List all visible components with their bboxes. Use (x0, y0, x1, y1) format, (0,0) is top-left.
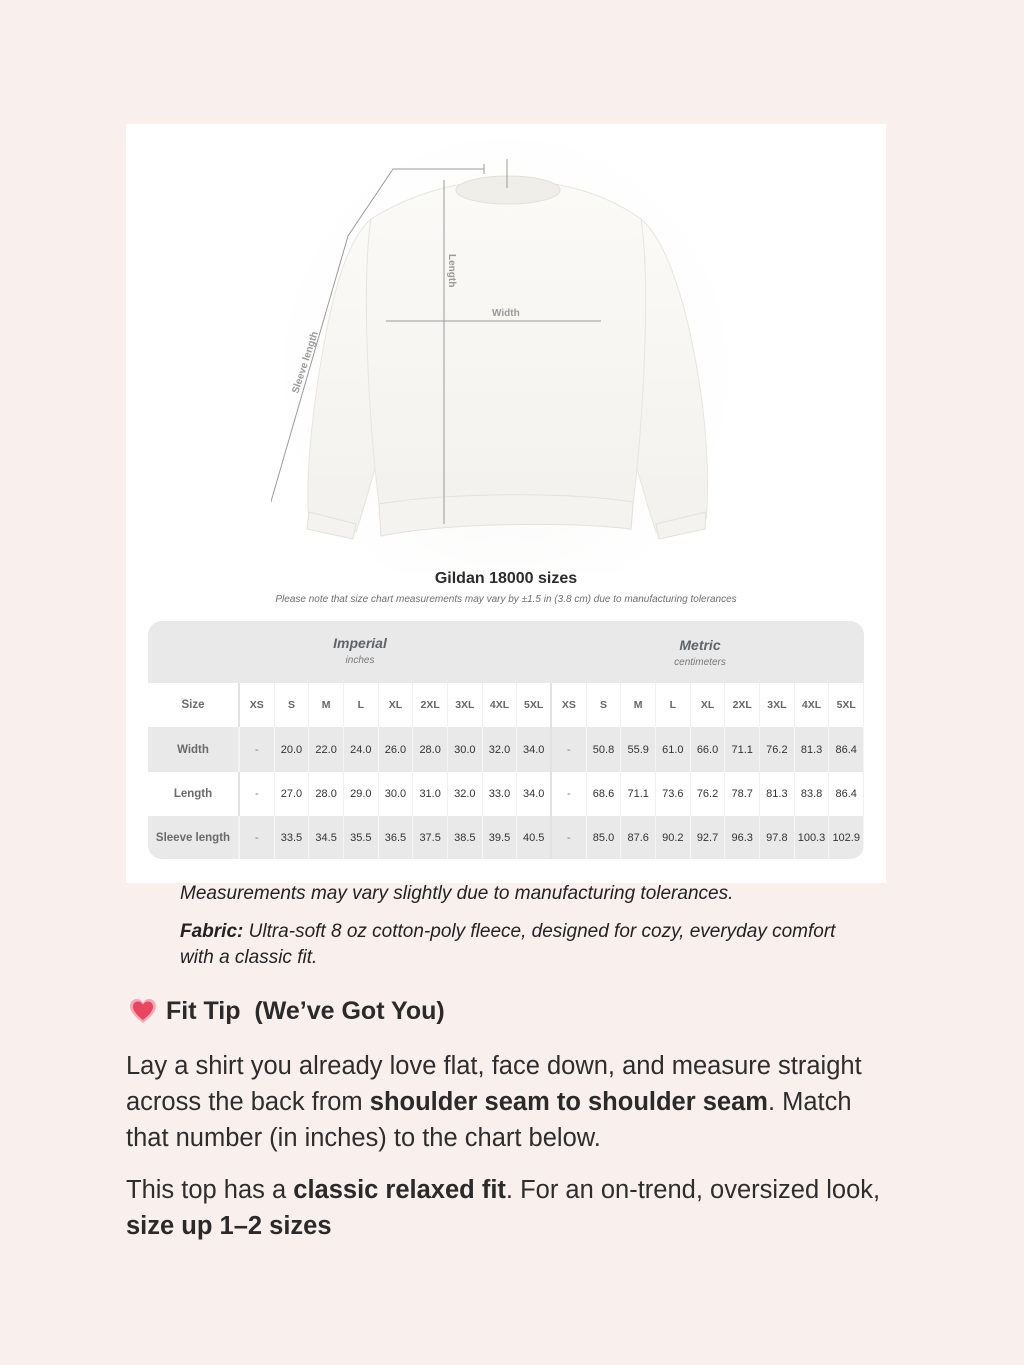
table-row-width (148, 727, 864, 772)
size-s: S (275, 683, 310, 727)
table-cell: 92.7 (691, 816, 726, 859)
table-cell: 87.6 (621, 816, 656, 859)
table-cell: 31.0 (413, 772, 448, 816)
size-3xl: 3XL (760, 683, 795, 727)
table-cell: 100.3 (795, 816, 830, 859)
table-cell: 30.0 (379, 772, 414, 816)
table-cell: 22.0 (309, 727, 344, 772)
fabric-caption (180, 919, 870, 971)
size-m: M (309, 683, 344, 727)
emphasis-classic-fit: classic relaxed fit (293, 1176, 506, 1204)
emphasis-shoulder-seam: shoulder seam to shoulder seam (369, 1088, 768, 1116)
width-label: Width (492, 308, 520, 319)
emphasis-size-up: size up 1–2 sizes (126, 1212, 332, 1240)
size-4xl: 4XL (795, 683, 830, 727)
table-row-sleeve-length (148, 816, 864, 859)
size-xl: XL (691, 683, 726, 727)
table-cell: 55.9 (621, 727, 656, 772)
size-header-row (148, 683, 864, 727)
table-cell: 27.0 (275, 772, 310, 816)
table-cell: 29.0 (344, 772, 379, 816)
sweatshirt-diagram (271, 124, 741, 574)
table-cell: 37.5 (413, 816, 448, 859)
table-cell: - (240, 727, 275, 772)
size-xs: XS (240, 683, 275, 727)
table-cell: - (240, 772, 275, 816)
metric-group-label: Metric centimeters (674, 637, 726, 668)
table-cell: 66.0 (691, 727, 726, 772)
table-cell: 76.2 (691, 772, 726, 816)
size-s: S (587, 683, 622, 727)
sweatshirt-illustration (271, 124, 741, 574)
table-cell: 38.5 (448, 816, 483, 859)
table-cell: 24.0 (344, 727, 379, 772)
table-cell: 102.9 (829, 816, 864, 859)
table-cell: 34.0 (517, 727, 552, 772)
size-5xl: 5XL (829, 683, 864, 727)
table-cell: 73.6 (656, 772, 691, 816)
size-xs: XS (552, 683, 587, 727)
table-cell: 28.0 (309, 772, 344, 816)
table-cell: 28.0 (413, 727, 448, 772)
table-cell: 26.0 (379, 727, 414, 772)
text-span: This top has a (126, 1176, 294, 1204)
table-cell: 71.1 (621, 772, 656, 816)
chart-title: Gildan 18000 sizes (434, 570, 578, 587)
table-cell: 78.7 (725, 772, 760, 816)
size-3xl: 3XL (448, 683, 483, 727)
size-m: M (621, 683, 656, 727)
table-cell: 34.5 (309, 816, 344, 859)
table-cell: 85.0 (587, 816, 622, 859)
table-cell: 81.3 (795, 727, 830, 772)
size-l: L (344, 683, 379, 727)
table-cell: 30.0 (448, 727, 483, 772)
size-xl: XL (379, 683, 414, 727)
sparkling-heart-icon (128, 996, 158, 1026)
table-cell: 86.4 (829, 772, 864, 816)
table-cell: 36.5 (379, 816, 414, 859)
table-cell: 81.3 (760, 772, 795, 816)
size-header-label: Size (148, 683, 240, 727)
table-cell: 32.0 (483, 727, 518, 772)
text-span: . For an on-trend, oversized look, (505, 1176, 881, 1204)
table-cell: - (552, 816, 587, 859)
fit-tip-paragraph-fit (126, 1172, 896, 1244)
size-5xl: 5XL (517, 683, 552, 727)
table-cell: - (552, 772, 587, 816)
fit-tip-paragraph-measure (126, 1048, 896, 1156)
table-cell: 33.0 (483, 772, 518, 816)
table-cell: 35.5 (344, 816, 379, 859)
table-cell: - (552, 727, 587, 772)
row-label: Length (148, 772, 240, 816)
table-cell: 32.0 (448, 772, 483, 816)
fabric-text: Ultra-soft 8 oz cotton-poly fleece, designed for cozy, everyday comfort with a classic fit. (180, 921, 836, 968)
table-cell: 34.0 (517, 772, 552, 816)
text-span: Lay a shirt you already love flat, face down, and measure straight across the back from (126, 1052, 862, 1116)
fabric-label: Fabric: (180, 921, 244, 942)
fit-tip-heading (128, 996, 445, 1026)
size-4xl: 4XL (483, 683, 518, 727)
table-cell: 50.8 (587, 727, 622, 772)
table-cell: 90.2 (656, 816, 691, 859)
table-row-length (148, 772, 864, 816)
size-table (148, 621, 864, 859)
table-cell: 39.5 (483, 816, 518, 859)
table-cell: - (240, 816, 275, 859)
table-cell: 40.5 (517, 816, 552, 859)
text-span: . Match that number (in inches) to the chart below. (126, 1088, 852, 1152)
table-cell: 68.6 (587, 772, 622, 816)
table-cell: 76.2 (760, 727, 795, 772)
table-cell: 86.4 (829, 727, 864, 772)
fit-tip-title: Fit Tip (We’ve Got You) (166, 996, 445, 1025)
size-2xl: 2XL (413, 683, 448, 727)
table-cell: 33.5 (275, 816, 310, 859)
row-label: Width (148, 727, 240, 772)
table-cell: 96.3 (725, 816, 760, 859)
chart-tolerance-note: Please note that size chart measurements may vary by ±1.5 in (3.8 cm) due to manufacturing tolerances (275, 594, 737, 605)
size-l: L (656, 683, 691, 727)
imperial-group-label: Imperial inches (333, 635, 387, 666)
table-cell: 20.0 (275, 727, 310, 772)
size-2xl: 2XL (725, 683, 760, 727)
size-chart-image (126, 124, 886, 883)
table-cell: 97.8 (760, 816, 795, 859)
row-label: Sleeve length (148, 816, 240, 859)
sleeve-length-label: Sleeve length (290, 330, 321, 395)
tolerance-caption: Measurements may vary slightly due to manufacturing tolerances. (180, 883, 734, 904)
table-cell: 83.8 (795, 772, 830, 816)
table-cell: 61.0 (656, 727, 691, 772)
table-cell: 71.1 (725, 727, 760, 772)
length-label: Length (446, 254, 457, 288)
